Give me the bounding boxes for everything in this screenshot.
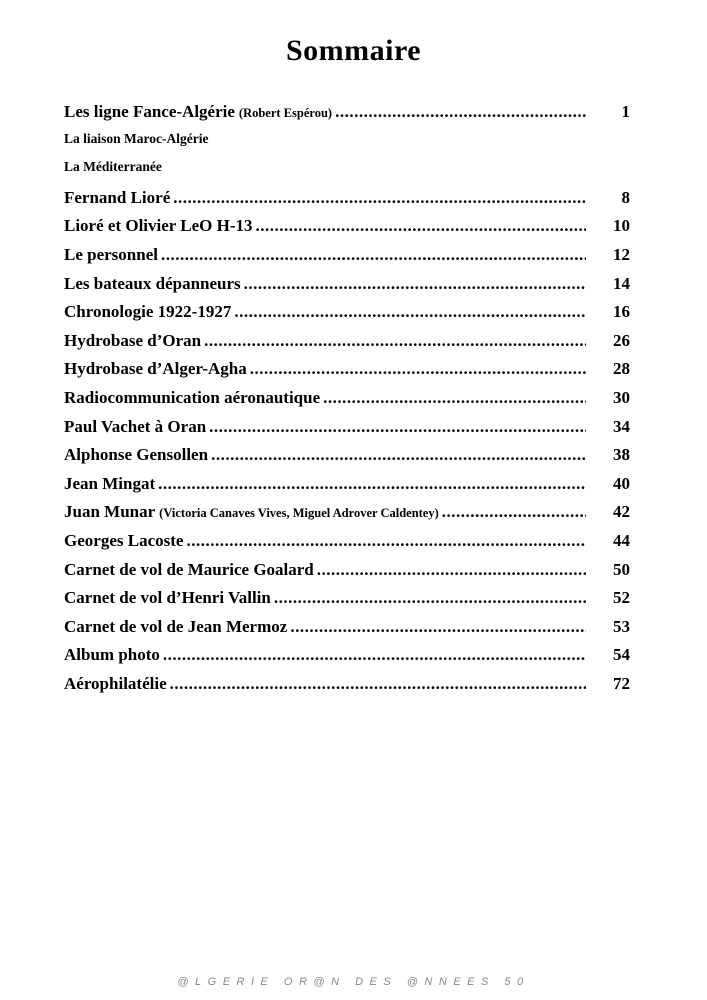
toc-entry [64, 617, 630, 646]
dot-leader [250, 359, 586, 379]
entry-title: Juan Munar [64, 502, 156, 522]
page-title: Sommaire [285, 34, 422, 67]
entry-title: Paul Vachet à Oran [64, 416, 207, 436]
entry-title: Album photo [64, 645, 160, 665]
entry-title: Aérophilatélie [64, 673, 167, 693]
dot-leader [173, 188, 586, 208]
toc-subentry [64, 159, 630, 188]
dot-leader [290, 617, 586, 637]
entry-title: Hydrobase d’Oran [64, 330, 202, 350]
entry-title: Fernand Lioré [64, 187, 171, 207]
entry-title: La liaison Maroc-Algérie [64, 130, 209, 146]
page-number: 38 [613, 445, 630, 465]
dot-leader [204, 331, 586, 351]
entry-title: Lioré et Olivier LeO H-13 [64, 216, 253, 236]
toc-entry [64, 588, 630, 617]
page-number: 14 [613, 273, 630, 293]
toc-entry [64, 274, 630, 303]
entry-title: Jean Mingat [64, 473, 156, 493]
entry-title: La Méditerranée [64, 159, 162, 175]
page-number: 44 [613, 530, 630, 550]
page-number: 52 [613, 588, 630, 608]
entry-title: Alphonse Gensollen [64, 445, 209, 465]
page-footer: @LGERIE OR@N DES @NNEES 50 [177, 976, 530, 988]
page-number: 53 [613, 616, 630, 636]
entry-title: Carnet de vol de Jean Mermoz [64, 616, 288, 636]
dot-leader [335, 102, 586, 122]
toc-entry [64, 502, 630, 531]
toc-entry [64, 560, 630, 589]
dot-leader [256, 216, 586, 236]
entry-title: Chronologie 1922-1927 [64, 302, 232, 322]
entry-title: Carnet de vol d’Henri Vallin [64, 588, 271, 608]
toc-entry [64, 388, 630, 417]
page-number: 12 [613, 244, 630, 264]
dot-leader [170, 674, 586, 694]
toc-entry [64, 331, 630, 360]
dot-leader [161, 245, 586, 265]
page-number: 8 [621, 187, 630, 207]
dot-leader [274, 588, 586, 608]
dot-leader [244, 274, 586, 294]
page-number: 16 [613, 302, 630, 322]
toc-entry [64, 245, 630, 274]
toc-subentry [64, 131, 630, 160]
toc-entry [64, 531, 630, 560]
entry-title: Les bateaux dépanneurs [64, 273, 241, 293]
dot-leader [186, 531, 586, 551]
dot-leader [209, 417, 586, 437]
toc-entry [64, 417, 630, 446]
toc-entry [64, 359, 630, 388]
page-number: 30 [613, 387, 630, 407]
dot-leader [211, 445, 586, 465]
toc-entry [64, 474, 630, 503]
toc-entry [64, 674, 630, 703]
entry-note: (Victoria Canaves Vives, Miguel Adrover Caldentey) [159, 506, 439, 521]
toc-entry [64, 302, 630, 331]
page-number: 50 [613, 559, 630, 579]
toc-entry [64, 445, 630, 474]
page-number: 28 [613, 359, 630, 379]
dot-leader [234, 302, 586, 322]
dot-leader [323, 388, 586, 408]
entry-title: Radiocommunication aéronautique [64, 387, 321, 407]
entry-title: Carnet de vol de Maurice Goalard [64, 559, 314, 579]
page-number: 72 [613, 673, 630, 693]
entry-note: (Robert Espérou) [238, 106, 333, 120]
page-number: 34 [613, 416, 630, 436]
page-number: 54 [613, 645, 630, 665]
toc-entry [64, 102, 630, 131]
entry-title: Hydrobase d’Alger-Agha [64, 359, 247, 379]
page-number: 1 [621, 102, 630, 121]
table-of-contents [64, 102, 630, 702]
dot-leader [163, 645, 586, 665]
toc-entry [64, 645, 630, 674]
dot-leader [158, 474, 586, 494]
page-number: 10 [613, 216, 630, 236]
entry-title: Les ligne Fance-Algérie [64, 102, 235, 121]
entry-title: Georges Lacoste [64, 530, 184, 550]
page-number: 26 [613, 330, 630, 350]
entry-title: Le personnel [64, 244, 158, 264]
toc-entry [64, 188, 630, 217]
toc-entry [64, 216, 630, 245]
dot-leader [317, 560, 586, 580]
dot-leader [442, 502, 586, 522]
page-number: 42 [613, 502, 630, 522]
page-number: 40 [613, 473, 630, 493]
